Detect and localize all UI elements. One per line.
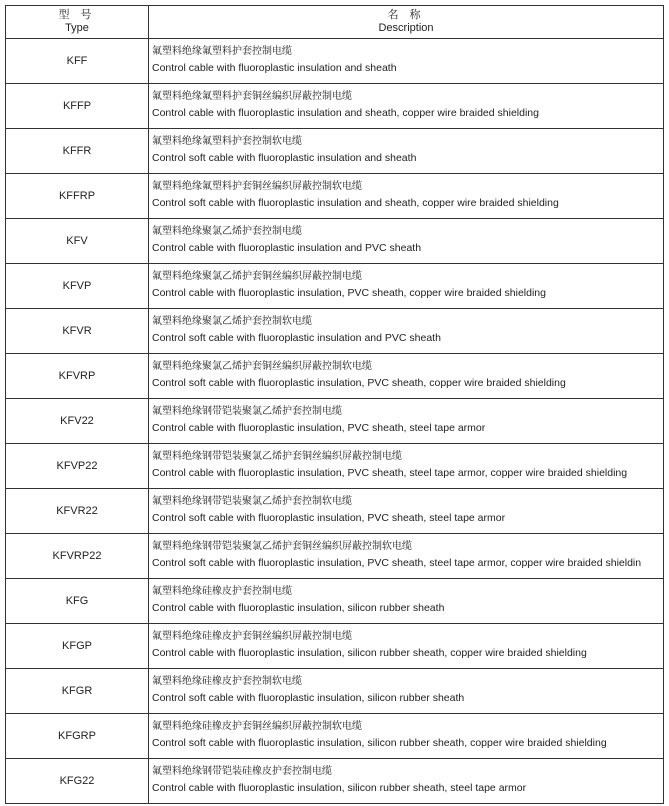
table-row xyxy=(6,129,664,174)
type-code: KFF xyxy=(6,39,149,84)
description-en: Control cable with fluoroplastic insulation, silicon rubber sheath xyxy=(152,602,445,614)
description-cn: 氟塑料绝缘硅橡皮护套铜丝编织屏蔽控制软电缆 xyxy=(152,721,362,732)
table-row xyxy=(6,444,664,489)
description-en: Control cable with fluoroplastic insulation, silicon rubber sheath, steel tape armor xyxy=(152,782,527,794)
description-cell xyxy=(149,129,664,174)
description-cn: 氟塑料绝缘氟塑料护套铜丝编织屏蔽控制软电缆 xyxy=(152,181,362,192)
table-row xyxy=(6,669,664,714)
description-cell xyxy=(149,84,664,129)
description-cell xyxy=(149,309,664,354)
table-row xyxy=(6,624,664,669)
description-en: Control cable with fluoroplastic insulation, silicon rubber sheath, copper wire braided shielding xyxy=(152,647,587,659)
table-row xyxy=(6,489,664,534)
description-cell xyxy=(149,624,664,669)
table-row xyxy=(6,39,664,84)
description-en: Control soft cable with fluoroplastic insulation and sheath xyxy=(152,152,417,164)
header-description-cn: 名 称 xyxy=(387,9,425,21)
description-en: Control cable with fluoroplastic insulation and sheath, copper wire braided shielding xyxy=(152,107,539,119)
type-code: KFFR xyxy=(6,129,149,174)
description-en: Control soft cable with fluoroplastic insulation, silicon rubber sheath xyxy=(152,692,465,704)
description-cn: 氟塑料绝缘钢带铠装硅橡皮护套控制电缆 xyxy=(152,766,332,777)
description-cell xyxy=(149,579,664,624)
type-code: KFV xyxy=(6,219,149,264)
description-cn: 氟塑料绝缘氟塑料护套控制软电缆 xyxy=(152,136,302,147)
type-code: KFGR xyxy=(6,669,149,714)
header-description xyxy=(149,6,664,39)
description-cn: 氟塑料绝缘钢带铠装聚氯乙烯护套控制软电缆 xyxy=(152,496,352,507)
description-cn: 氟塑料绝缘钢带铠装聚氯乙烯护套控制电缆 xyxy=(152,406,342,417)
type-code: KFVR22 xyxy=(6,489,149,534)
cable-type-table xyxy=(5,5,664,804)
description-cell xyxy=(149,759,664,804)
table-row xyxy=(6,309,664,354)
table-row xyxy=(6,759,664,804)
type-code: KFVRP xyxy=(6,354,149,399)
description-cell xyxy=(149,444,664,489)
table-row xyxy=(6,174,664,219)
description-cn: 氟塑料绝缘硅橡皮护套铜丝编织屏蔽控制电缆 xyxy=(152,631,352,642)
description-cell xyxy=(149,264,664,309)
table-body xyxy=(6,39,664,804)
description-cn: 氟塑料绝缘钢带铠装聚氯乙烯护套铜丝编织屏蔽控制电缆 xyxy=(152,451,402,462)
table-row xyxy=(6,534,664,579)
type-code: KFGRP xyxy=(6,714,149,759)
type-code: KFVP xyxy=(6,264,149,309)
table-row xyxy=(6,714,664,759)
description-en: Control cable with fluoroplastic insulation, PVC sheath, steel tape armor xyxy=(152,422,486,434)
table-row xyxy=(6,399,664,444)
description-cn: 氟塑料绝缘硅橡皮护套控制软电缆 xyxy=(152,676,302,687)
description-en: Control soft cable with fluoroplastic insulation, PVC sheath, steel tape armor, copper wire braided shieldin xyxy=(152,557,642,569)
description-cell xyxy=(149,489,664,534)
description-en: Control soft cable with fluoroplastic insulation, PVC sheath, copper wire braided shielding xyxy=(152,377,566,389)
type-code: KFG22 xyxy=(6,759,149,804)
type-code: KFVR xyxy=(6,309,149,354)
description-en: Control soft cable with fluoroplastic insulation and sheath, copper wire braided shielding xyxy=(152,197,559,209)
table-header-row xyxy=(6,6,664,39)
table-row xyxy=(6,264,664,309)
description-en: Control cable with fluoroplastic insulation and sheath xyxy=(152,62,397,74)
description-en: Control soft cable with fluoroplastic insulation, PVC sheath, steel tape armor xyxy=(152,512,506,524)
description-cn: 氟塑料绝缘氟塑料护套控制电缆 xyxy=(152,46,292,57)
description-cn: 氟塑料绝缘氟塑料护套铜丝编织屏蔽控制电缆 xyxy=(152,91,352,102)
header-type-en: Type xyxy=(65,22,89,34)
type-code: KFFRP xyxy=(6,174,149,219)
description-cell xyxy=(149,39,664,84)
description-cn: 氟塑料绝缘硅橡皮护套控制电缆 xyxy=(152,586,292,597)
table-row xyxy=(6,354,664,399)
description-cell xyxy=(149,219,664,264)
description-cell xyxy=(149,354,664,399)
type-code: KFVRP22 xyxy=(6,534,149,579)
type-code: KFV22 xyxy=(6,399,149,444)
description-cell xyxy=(149,399,664,444)
header-type xyxy=(6,6,149,39)
description-cn: 氟塑料绝缘钢带铠装聚氯乙烯护套铜丝编织屏蔽控制软电缆 xyxy=(152,541,412,552)
description-cn: 氟塑料绝缘聚氯乙烯护套控制电缆 xyxy=(152,226,302,237)
type-code: KFFP xyxy=(6,84,149,129)
description-en: Control cable with fluoroplastic insulation, PVC sheath, steel tape armor, copper wire braided shielding xyxy=(152,467,628,479)
description-en: Control cable with fluoroplastic insulation and PVC sheath xyxy=(152,242,422,254)
description-cell xyxy=(149,174,664,219)
description-cn: 氟塑料绝缘聚氯乙烯护套铜丝编织屏蔽控制电缆 xyxy=(152,271,362,282)
header-type-cn: 型 号 xyxy=(58,9,96,21)
description-en: Control soft cable with fluoroplastic insulation, silicon rubber sheath, copper wire braided shielding xyxy=(152,737,607,749)
table-row xyxy=(6,219,664,264)
description-cn: 氟塑料绝缘聚氯乙烯护套控制软电缆 xyxy=(152,316,312,327)
table-row xyxy=(6,84,664,129)
type-code: KFVP22 xyxy=(6,444,149,489)
description-cell xyxy=(149,669,664,714)
header-description-en: Description xyxy=(378,22,434,34)
type-code: KFGP xyxy=(6,624,149,669)
table-row xyxy=(6,579,664,624)
description-cn: 氟塑料绝缘聚氯乙烯护套铜丝编织屏蔽控制软电缆 xyxy=(152,361,372,372)
description-en: Control cable with fluoroplastic insulation, PVC sheath, copper wire braided shielding xyxy=(152,287,546,299)
description-cell xyxy=(149,534,664,579)
description-en: Control soft cable with fluoroplastic insulation and PVC sheath xyxy=(152,332,441,344)
type-code: KFG xyxy=(6,579,149,624)
description-cell xyxy=(149,714,664,759)
